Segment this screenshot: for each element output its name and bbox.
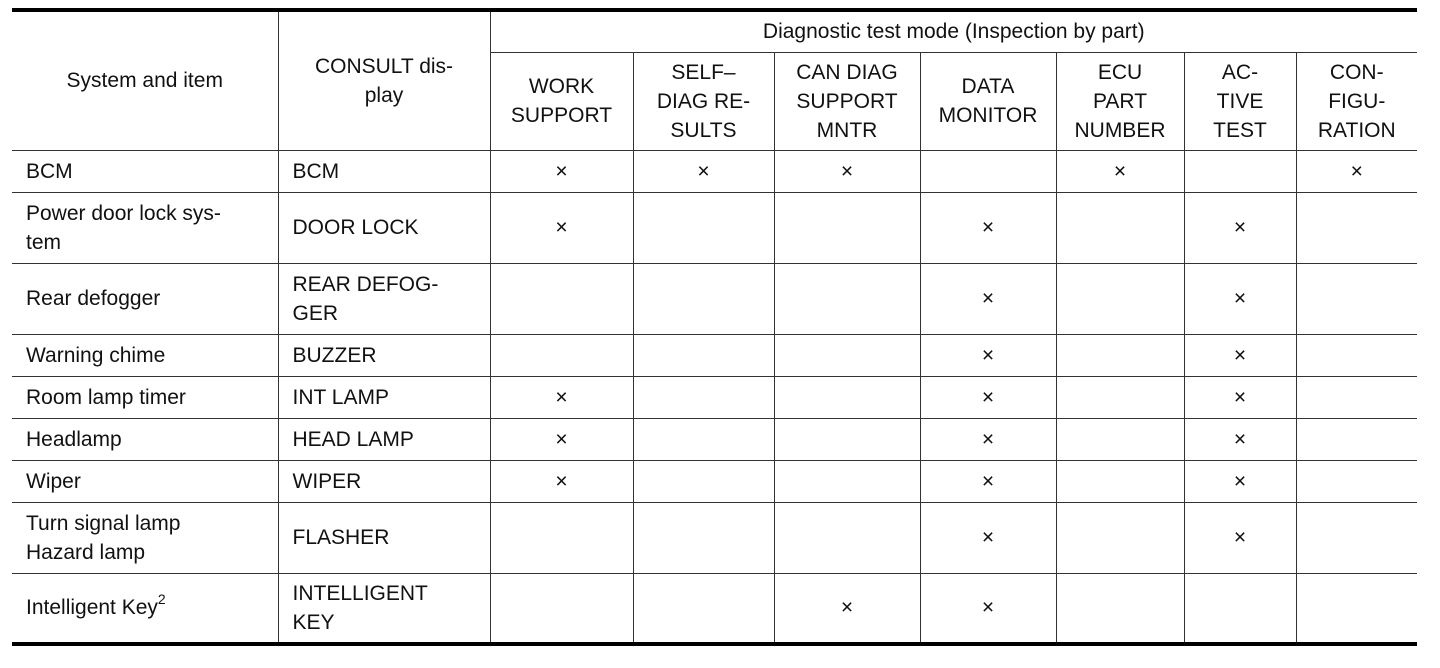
mark-cell: [1056, 502, 1184, 573]
mark-cell: [1056, 263, 1184, 334]
mark-cell: [633, 573, 774, 644]
mark-cell: ×: [920, 192, 1056, 263]
table-row: [12, 502, 1417, 573]
table-row: [12, 418, 1417, 460]
consult-display-cell: HEAD LAMP: [278, 418, 490, 460]
mark-cell: [774, 263, 920, 334]
system-item-cell: BCM: [12, 150, 278, 192]
mark-cell: ×: [774, 150, 920, 192]
table-row: [12, 460, 1417, 502]
mark-cell: [920, 150, 1056, 192]
mark-cell: [1056, 334, 1184, 376]
header-consult-display-line1: CONSULT dis-: [314, 54, 454, 78]
mark-cell: ×: [1184, 460, 1296, 502]
table-row: [12, 150, 1417, 192]
mark-cell: [774, 418, 920, 460]
mark-cell: [633, 418, 774, 460]
mark-cell: ×: [1184, 334, 1296, 376]
header-diagnostic-group: Diagnostic test mode (Inspection by part): [490, 10, 1417, 52]
mark-cell: ×: [1184, 418, 1296, 460]
mark-cell: ×: [490, 192, 633, 263]
mark-cell: [1056, 418, 1184, 460]
system-item-cell: Wiper: [12, 460, 278, 502]
mark-cell: [1056, 376, 1184, 418]
diagnostic-mode-table: [12, 8, 1417, 646]
consult-display-cell: INTELLIGENT KEY: [278, 573, 490, 644]
table-row: [12, 334, 1417, 376]
consult-display-cell: FLASHER: [278, 502, 490, 573]
header-data-monitor: DATA MONITOR: [920, 52, 1056, 150]
consult-display-cell: INT LAMP: [278, 376, 490, 418]
mark-cell: ×: [920, 573, 1056, 644]
table-row: [12, 376, 1417, 418]
mark-cell: [490, 334, 633, 376]
mark-cell: [633, 460, 774, 502]
mark-cell: [774, 502, 920, 573]
mark-cell: ×: [490, 418, 633, 460]
mark-cell: ×: [920, 334, 1056, 376]
mark-cell: ×: [1184, 263, 1296, 334]
mark-cell: [774, 192, 920, 263]
mark-cell: [1056, 460, 1184, 502]
table-row: [12, 573, 1417, 644]
footnote-marker: 2: [157, 591, 166, 608]
mark-cell: ×: [920, 502, 1056, 573]
mark-cell: [1296, 263, 1417, 334]
header-active-test: AC- TIVE TEST: [1184, 52, 1296, 150]
mark-cell: [1296, 460, 1417, 502]
mark-cell: ×: [920, 263, 1056, 334]
mark-cell: ×: [920, 418, 1056, 460]
mark-cell: ×: [490, 150, 633, 192]
header-consult-display-line2: play: [364, 83, 404, 107]
mark-cell: [633, 192, 774, 263]
mark-cell: [633, 263, 774, 334]
mark-cell: ×: [1184, 502, 1296, 573]
mark-cell: ×: [920, 376, 1056, 418]
system-item-cell: Warning chime: [12, 334, 278, 376]
header-configuration: CON- FIGU- RATION: [1296, 52, 1417, 150]
header-work-support: WORK SUPPORT: [490, 52, 633, 150]
mark-cell: [774, 334, 920, 376]
header-self-diag-results: SELF– DIAG RE- SULTS: [633, 52, 774, 150]
mark-cell: [774, 376, 920, 418]
system-item-cell: Power door lock sys- tem: [12, 192, 278, 263]
header-ecu-part-number: ECU PART NUMBER: [1056, 52, 1184, 150]
mark-cell: [1296, 334, 1417, 376]
consult-display-cell: BCM: [278, 150, 490, 192]
mark-cell: ×: [1184, 192, 1296, 263]
mark-cell: [490, 263, 633, 334]
mark-cell: [1184, 573, 1296, 644]
system-item-cell: Headlamp: [12, 418, 278, 460]
mark-cell: [490, 573, 633, 644]
mark-cell: ×: [920, 460, 1056, 502]
mark-cell: ×: [490, 376, 633, 418]
mark-cell: [774, 460, 920, 502]
consult-display-cell: DOOR LOCK: [278, 192, 490, 263]
header-can-diag-support-mntr: CAN DIAG SUPPORT MNTR: [774, 52, 920, 150]
mark-cell: [490, 502, 633, 573]
mark-cell: [1184, 150, 1296, 192]
system-item-cell: Intelligent Key$^2$: [12, 573, 278, 644]
consult-display-cell: BUZZER: [278, 334, 490, 376]
consult-display-cell: WIPER: [278, 460, 490, 502]
consult-display-cell: REAR DEFOG- GER: [278, 263, 490, 334]
mark-cell: ×: [1184, 376, 1296, 418]
mark-cell: [1056, 573, 1184, 644]
mark-cell: ×: [774, 573, 920, 644]
mark-cell: ×: [490, 460, 633, 502]
header-system-and-item: System and item: [12, 10, 278, 150]
mark-cell: [633, 376, 774, 418]
table-row: [12, 263, 1417, 334]
mark-cell: [633, 334, 774, 376]
mark-cell: [1296, 192, 1417, 263]
mark-cell: [1296, 418, 1417, 460]
system-item-cell: Rear defogger: [12, 263, 278, 334]
mark-cell: [1296, 376, 1417, 418]
mark-cell: ×: [1296, 150, 1417, 192]
header-consult-display: [278, 10, 490, 150]
mark-cell: ×: [1056, 150, 1184, 192]
mark-cell: [633, 502, 774, 573]
mark-cell: ×: [633, 150, 774, 192]
mark-cell: [1296, 502, 1417, 573]
mark-cell: [1296, 573, 1417, 644]
system-item-cell: Room lamp timer: [12, 376, 278, 418]
mark-cell: [1056, 192, 1184, 263]
table-row: [12, 192, 1417, 263]
system-item-cell: Turn signal lamp Hazard lamp: [12, 502, 278, 573]
